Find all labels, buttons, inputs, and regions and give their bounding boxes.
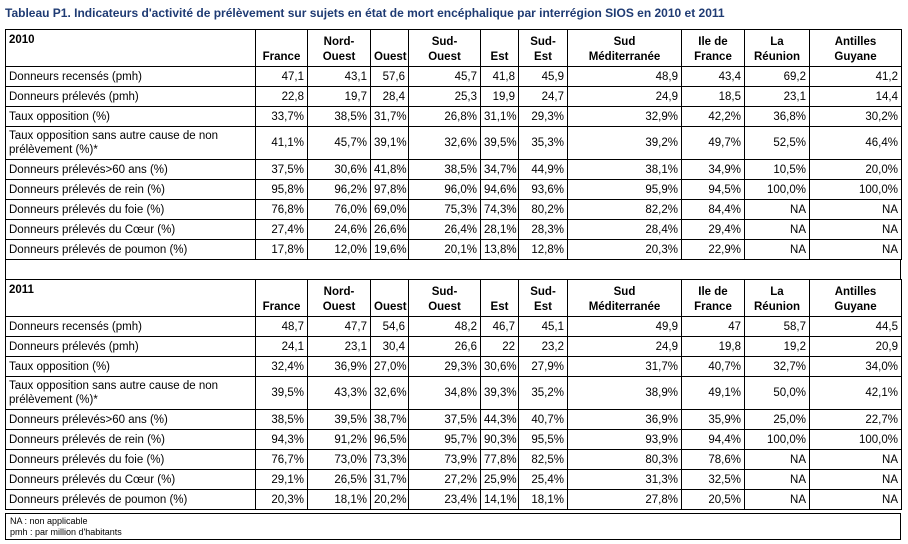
cell-value: 18,1% [308,490,371,510]
cell-value: 19,9 [481,87,519,107]
column-header [256,30,308,67]
cell-value: 32,7% [745,357,810,377]
column-header-line: La [770,286,784,298]
cell-value: NA [745,240,810,260]
cell-value: 27,8% [568,490,682,510]
column-header-line: France [694,301,732,313]
table-row [6,107,902,127]
cell-value: 100,0% [745,430,810,450]
cell-value: 20,9 [810,337,902,357]
cell-value: 26,4% [409,220,481,240]
column-header [745,280,810,317]
cell-value: 32,5% [682,470,745,490]
row-label: Donneurs prélevés du foie (%) [6,200,256,220]
cell-value: 48,2 [409,317,481,337]
cell-value: 96,5% [371,430,409,450]
cell-value: 23,2 [519,337,568,357]
cell-value: 41,8% [371,160,409,180]
cell-value: 38,5% [409,160,481,180]
cell-value: 23,1 [308,337,371,357]
cell-value: 45,1 [519,317,568,337]
cell-value: 52,5% [745,127,810,160]
cell-value: 47 [682,317,745,337]
column-header [481,280,519,317]
row-label: Donneurs prélevés de rein (%) [6,180,256,200]
cell-value: 24,9 [568,337,682,357]
cell-value: 46,4% [810,127,902,160]
cell-value: NA [745,200,810,220]
cell-value: 27,9% [519,357,568,377]
table-2011 [5,279,902,510]
cell-value: 35,3% [519,127,568,160]
cell-value: 12,0% [308,240,371,260]
cell-value: 38,9% [568,377,682,410]
cell-value: 43,3% [308,377,371,410]
row-label: Donneurs prélevés du Cœur (%) [6,220,256,240]
cell-value: 82,2% [568,200,682,220]
cell-value: 39,5% [256,377,308,410]
row-label: Donneurs prélevés>60 ans (%) [6,160,256,180]
cell-value: 41,1% [256,127,308,160]
cell-value: NA [745,450,810,470]
cell-value: 14,4 [810,87,902,107]
column-header [308,280,371,317]
cell-value: 42,2% [682,107,745,127]
cell-value: 100,0% [810,430,902,450]
cell-value: 34,9% [682,160,745,180]
cell-value: 26,5% [308,470,371,490]
cell-value: 30,6% [481,357,519,377]
cell-value: 93,9% [568,430,682,450]
footnotes [5,513,901,540]
column-header-line: Sud- [431,286,458,298]
column-header [568,280,682,317]
cell-value: 48,7 [256,317,308,337]
column-header-line: Est [490,301,509,313]
cell-value: NA [745,220,810,240]
cell-value: 19,2 [745,337,810,357]
cell-value: 10,5% [745,160,810,180]
header-row [6,30,902,67]
column-header [810,30,902,67]
cell-value: 22 [481,337,519,357]
table-row [6,470,902,490]
cell-value: 17,8% [256,240,308,260]
cell-value: 31,3% [568,470,682,490]
cell-value: 20,1% [409,240,481,260]
cell-value: 38,7% [371,410,409,430]
cell-value: 74,3% [481,200,519,220]
cell-value: 82,5% [519,450,568,470]
cell-value: 20,0% [810,160,902,180]
cell-value: 43,1 [308,67,371,87]
cell-value: 78,6% [682,450,745,470]
cell-value: 50,0% [745,377,810,410]
cell-value: 40,7% [682,357,745,377]
column-header [519,280,568,317]
cell-value: 58,7 [745,317,810,337]
cell-value: 49,9 [568,317,682,337]
column-header [519,30,568,67]
cell-value: 32,6% [409,127,481,160]
cell-value: 28,3% [519,220,568,240]
cell-value: NA [810,240,902,260]
cell-value: 26,6% [371,220,409,240]
cell-value: 48,9 [568,67,682,87]
cell-value: 12,8% [519,240,568,260]
column-header-line: Sud- [530,36,556,48]
cell-value: 29,1% [256,470,308,490]
row-label: Donneurs prélevés du foie (%) [6,450,256,470]
row-label: Donneurs prélevés du Cœur (%) [6,470,256,490]
cell-value: 39,5% [308,410,371,430]
cell-value: 34,0% [810,357,902,377]
column-header-line: Antilles [834,36,877,48]
cell-value: 39,3% [481,377,519,410]
cell-value: 44,5 [810,317,902,337]
column-header-line: Ile de [698,286,728,298]
column-header [568,30,682,67]
cell-value: 77,8% [481,450,519,470]
cell-value: 49,7% [682,127,745,160]
column-header-line: Nord- [323,36,355,48]
column-header-line: Sud- [431,36,458,48]
cell-value: 47,1 [256,67,308,87]
cell-value: 39,2% [568,127,682,160]
cell-value: NA [810,470,902,490]
cell-value: 38,5% [308,107,371,127]
cell-value: 26,8% [409,107,481,127]
table-row [6,337,902,357]
row-label: Taux opposition (%) [6,357,256,377]
table-row [6,87,902,107]
cell-value: 75,3% [409,200,481,220]
year-label: 2010 [6,30,256,67]
cell-value: 45,7 [409,67,481,87]
cell-value: 32,6% [371,377,409,410]
cell-value: 20,3% [256,490,308,510]
row-label: Donneurs prélevés (pmh) [6,87,256,107]
table-row [6,450,902,470]
table-2010 [5,29,902,260]
cell-value: NA [810,450,902,470]
cell-value: 37,5% [409,410,481,430]
row-label: Taux opposition sans autre cause de non prélèvement (%)* [6,127,256,160]
cell-value: 25,0% [745,410,810,430]
cell-value: 90,3% [481,430,519,450]
row-label: Taux opposition sans autre cause de non prélèvement (%)* [6,377,256,410]
cell-value: 24,1 [256,337,308,357]
cell-value: 22,7% [810,410,902,430]
cell-value: 24,6% [308,220,371,240]
cell-value: 73,3% [371,450,409,470]
column-header-line: Ouest [428,51,461,63]
column-header [308,30,371,67]
cell-value: 95,5% [519,430,568,450]
cell-value: 32,9% [568,107,682,127]
cell-value: 27,0% [371,357,409,377]
cell-value: 69,0% [371,200,409,220]
column-header [745,30,810,67]
column-header-line: Ouest [428,301,461,313]
column-header [409,280,481,317]
row-label: Donneurs prélevés>60 ans (%) [6,410,256,430]
row-label: Donneurs prélevés de rein (%) [6,430,256,450]
cell-value: 38,1% [568,160,682,180]
cell-value: 25,4% [519,470,568,490]
cell-value: 57,6 [371,67,409,87]
cell-value: 29,4% [682,220,745,240]
cell-value: NA [745,470,810,490]
table-title: Tableau P1. Indicateurs d'activité de prélèvement sur sujets en état de mort encéphalique par interrégion SIOS en 2010 et 2011 [5,6,725,20]
cell-value: 73,9% [409,450,481,470]
column-header [810,280,902,317]
column-header-line: Est [534,301,552,313]
cell-value: NA [810,490,902,510]
cell-value: 94,3% [256,430,308,450]
cell-value: 34,7% [481,160,519,180]
cell-value: 73,0% [308,450,371,470]
column-header [371,280,409,317]
cell-value: 24,7 [519,87,568,107]
cell-value: 19,6% [371,240,409,260]
cell-value: 76,7% [256,450,308,470]
cell-value: 22,9% [682,240,745,260]
cell-value: NA [745,490,810,510]
column-header-line: Ouest [374,301,407,313]
column-header [481,30,519,67]
table-row [6,430,902,450]
row-label: Donneurs recensés (pmh) [6,67,256,87]
cell-value: 20,5% [682,490,745,510]
cell-value: 42,1% [810,377,902,410]
cell-value: 36,9% [568,410,682,430]
cell-value: 45,9 [519,67,568,87]
cell-value: 45,7% [308,127,371,160]
cell-value: 19,7 [308,87,371,107]
cell-value: 29,3% [519,107,568,127]
cell-value: 18,5 [682,87,745,107]
row-label: Taux opposition (%) [6,107,256,127]
cell-value: 22,8 [256,87,308,107]
column-header-line: Antilles [834,286,877,298]
cell-value: 38,5% [256,410,308,430]
column-header-line: Guyane [834,301,877,313]
cell-value: 14,1% [481,490,519,510]
cell-value: 30,4 [371,337,409,357]
cell-value: 23,1 [745,87,810,107]
cell-value: 28,4 [371,87,409,107]
column-header-line: Ouest [322,51,356,63]
column-header-line: Guyane [834,51,877,63]
header-row [6,280,902,317]
cell-value: 91,2% [308,430,371,450]
column-header-line: Est [490,51,509,63]
cell-value: 25,9% [481,470,519,490]
cell-value: 44,3% [481,410,519,430]
column-header [409,30,481,67]
cell-value: 39,5% [481,127,519,160]
column-header [371,30,409,67]
row-label: Donneurs prélevés (pmh) [6,337,256,357]
column-header-line: France [262,301,301,313]
column-header-line: La [770,36,784,48]
column-header-line: Méditerranée [588,51,661,63]
cell-value: 20,2% [371,490,409,510]
row-label: Donneurs prélevés de poumon (%) [6,490,256,510]
cell-value: 54,6 [371,317,409,337]
cell-value: 34,8% [409,377,481,410]
cell-value: 95,9% [568,180,682,200]
cell-value: 80,3% [568,450,682,470]
cell-value: 44,9% [519,160,568,180]
column-header-line: Ile de [698,36,728,48]
cell-value: 47,7 [308,317,371,337]
table-row [6,200,902,220]
cell-value: 40,7% [519,410,568,430]
cell-value: 23,4% [409,490,481,510]
column-header [682,30,745,67]
cell-value: 37,5% [256,160,308,180]
cell-value: 80,2% [519,200,568,220]
cell-value: 30,2% [810,107,902,127]
cell-value: 25,3 [409,87,481,107]
cell-value: 96,2% [308,180,371,200]
cell-value: 27,4% [256,220,308,240]
cell-value: 43,4 [682,67,745,87]
cell-value: 84,4% [682,200,745,220]
cell-value: 35,9% [682,410,745,430]
note-pmh: pmh : par million d'habitants [10,527,122,537]
cell-value: 32,4% [256,357,308,377]
cell-value: 31,7% [371,107,409,127]
column-header-line: Ouest [374,51,407,63]
cell-value: 28,1% [481,220,519,240]
column-header-line: Est [534,51,552,63]
table-row [6,220,902,240]
column-header-line: France [262,51,301,63]
cell-value: 95,8% [256,180,308,200]
cell-value: 36,8% [745,107,810,127]
cell-value: 24,9 [568,87,682,107]
cell-value: 20,3% [568,240,682,260]
column-header [682,280,745,317]
cell-value: 35,2% [519,377,568,410]
cell-value: NA [810,200,902,220]
table-row [6,317,902,337]
table-row [6,357,902,377]
cell-value: 97,8% [371,180,409,200]
cell-value: 27,2% [409,470,481,490]
table-row [6,410,902,430]
cell-value: 94,6% [481,180,519,200]
cell-value: 18,1% [519,490,568,510]
cell-value: 76,0% [308,200,371,220]
cell-value: 39,1% [371,127,409,160]
column-header-line: Méditerranée [588,301,661,313]
cell-value: 31,7% [371,470,409,490]
cell-value: 31,1% [481,107,519,127]
table-row [6,377,902,410]
cell-value: 33,7% [256,107,308,127]
cell-value: 69,2 [745,67,810,87]
cell-value: 41,2 [810,67,902,87]
cell-value: 26,6 [409,337,481,357]
cell-value: 76,8% [256,200,308,220]
column-header-line: France [694,51,732,63]
table-row [6,127,902,160]
cell-value: 93,6% [519,180,568,200]
cell-value: 29,3% [409,357,481,377]
cell-value: NA [810,220,902,240]
cell-value: 95,7% [409,430,481,450]
column-header-line: Réunion [754,51,800,63]
note-na: NA : non applicable [10,516,88,526]
cell-value: 36,9% [308,357,371,377]
column-header [256,280,308,317]
column-header-line: Réunion [754,301,800,313]
cell-value: 13,8% [481,240,519,260]
column-header-line: Sud- [530,286,556,298]
column-header-line: Sud [613,286,636,298]
cell-value: 41,8 [481,67,519,87]
table-row [6,67,902,87]
cell-value: 96,0% [409,180,481,200]
table-row [6,160,902,180]
cell-value: 49,1% [682,377,745,410]
cell-value: 94,4% [682,430,745,450]
cell-value: 31,7% [568,357,682,377]
column-header-line: Nord- [323,286,355,298]
year-label: 2011 [6,280,256,317]
cell-value: 100,0% [745,180,810,200]
table-row [6,490,902,510]
table-row [6,240,902,260]
table-spacer [5,260,901,279]
cell-value: 28,4% [568,220,682,240]
cell-value: 30,6% [308,160,371,180]
cell-value: 94,5% [682,180,745,200]
row-label: Donneurs recensés (pmh) [6,317,256,337]
column-header-line: Sud [613,36,636,48]
row-label: Donneurs prélevés de poumon (%) [6,240,256,260]
cell-value: 100,0% [810,180,902,200]
column-header-line: Ouest [322,301,356,313]
table-row [6,180,902,200]
cell-value: 19,8 [682,337,745,357]
cell-value: 46,7 [481,317,519,337]
